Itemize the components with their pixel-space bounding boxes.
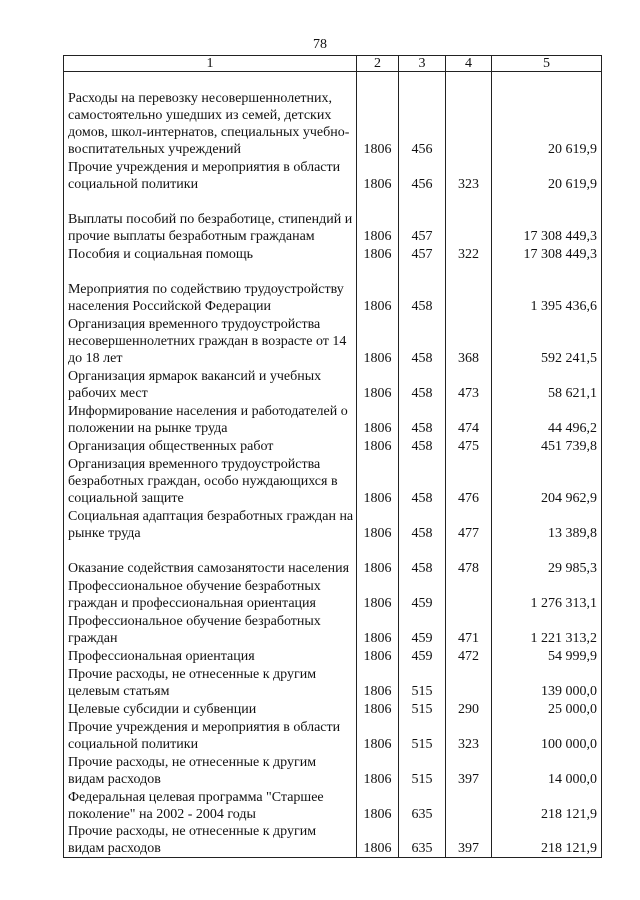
row-code-column-2: 1806 [357,158,399,193]
row-amount: 54 999,9 [492,647,602,665]
row-amount: 1 395 436,6 [492,263,602,315]
row-code-column-3: 458 [399,455,446,507]
row-code-column-3: 458 [399,263,446,315]
row-code-column-2: 1806 [357,245,399,263]
row-description: Пособия и социальная помощь [64,245,357,263]
table-row [64,193,602,245]
row-code-column-4: 323 [446,718,492,753]
table-row [64,315,602,367]
row-code-column-4: 368 [446,315,492,367]
row-code-column-4: 476 [446,455,492,507]
row-code-column-4: 397 [446,753,492,788]
row-amount: 592 241,5 [492,315,602,367]
row-description: Организация ярмарок вакансий и учебных рабочих мест [64,367,357,402]
row-code-column-2: 1806 [357,788,399,823]
row-code-column-2: 1806 [357,647,399,665]
row-code-column-2: 1806 [357,665,399,700]
row-amount: 25 000,0 [492,700,602,718]
table-row [64,455,602,507]
row-amount: 1 276 313,1 [492,577,602,612]
row-code-column-2: 1806 [357,402,399,437]
table-row [64,700,602,718]
table-row [64,718,602,753]
table-body [64,72,602,858]
row-description: Мероприятия по содействию трудоустройству населения Российской Федерации [64,263,357,315]
row-code-column-3: 515 [399,753,446,788]
row-code-column-3: 458 [399,507,446,542]
row-description: Прочие учреждения и мероприятия в области социальной политики [64,718,357,753]
row-code-column-4 [446,577,492,612]
row-code-column-2: 1806 [357,718,399,753]
row-code-column-4: 472 [446,647,492,665]
column-header-3: 3 [399,56,446,72]
row-amount: 20 619,9 [492,72,602,158]
row-description: Прочие расходы, не отнесенные к другим видам расходов [64,753,357,788]
row-code-column-4: 397 [446,823,492,858]
row-code-column-4: 322 [446,245,492,263]
row-description: Прочие расходы, не отнесенные к другим видам расходов [64,823,357,858]
row-code-column-2: 1806 [357,753,399,788]
row-amount: 1 221 313,2 [492,612,602,647]
table-row [64,788,602,823]
row-code-column-2: 1806 [357,823,399,858]
row-code-column-3: 515 [399,718,446,753]
row-amount: 29 985,3 [492,542,602,577]
row-code-column-3: 458 [399,542,446,577]
row-code-column-4: 473 [446,367,492,402]
row-code-column-3: 459 [399,612,446,647]
table-row [64,612,602,647]
row-amount: 44 496,2 [492,402,602,437]
row-amount: 13 389,8 [492,507,602,542]
row-code-column-3: 457 [399,193,446,245]
row-description: Профессиональное обучение безработных граждан [64,612,357,647]
row-code-column-4: 477 [446,507,492,542]
column-header-5: 5 [492,56,602,72]
page-number: 78 [313,37,327,52]
budget-table [63,55,602,858]
column-header-1: 1 [64,56,357,72]
row-code-column-2: 1806 [357,455,399,507]
row-amount: 218 121,9 [492,788,602,823]
row-code-column-2: 1806 [357,612,399,647]
row-amount: 20 619,9 [492,158,602,193]
table-row [64,367,602,402]
table-row [64,665,602,700]
table-row [64,158,602,193]
row-code-column-2: 1806 [357,263,399,315]
row-code-column-3: 459 [399,647,446,665]
row-amount: 17 308 449,3 [492,245,602,263]
row-description: Профессиональное обучение безработных граждан и профессиональная ориентация [64,577,357,612]
row-code-column-3: 458 [399,367,446,402]
row-description: Выплаты пособий по безработице, стипендий и прочие выплаты безработным гражданам [64,193,357,245]
row-description: Федеральная целевая программа "Старшее поколение" на 2002 - 2004 годы [64,788,357,823]
row-code-column-4 [446,263,492,315]
row-code-column-2: 1806 [357,542,399,577]
row-code-column-4 [446,72,492,158]
row-amount: 17 308 449,3 [492,193,602,245]
row-code-column-4: 323 [446,158,492,193]
row-code-column-3: 458 [399,402,446,437]
table-row [64,437,602,455]
table-row [64,577,602,612]
row-description: Информирование населения и работодателей о положении на рынке труда [64,402,357,437]
row-code-column-2: 1806 [357,193,399,245]
table-row [64,542,602,577]
table-header [64,56,602,72]
row-code-column-3: 635 [399,823,446,858]
table-row [64,647,602,665]
column-header-4: 4 [446,56,492,72]
row-amount: 139 000,0 [492,665,602,700]
row-code-column-3: 515 [399,700,446,718]
row-amount: 451 739,8 [492,437,602,455]
header-row [64,56,602,72]
row-description: Целевые субсидии и субвенции [64,700,357,718]
row-code-column-2: 1806 [357,367,399,402]
row-description: Прочие расходы, не отнесенные к другим целевым статьям [64,665,357,700]
row-amount: 14 000,0 [492,753,602,788]
row-code-column-4: 475 [446,437,492,455]
row-code-column-2: 1806 [357,700,399,718]
row-code-column-2: 1806 [357,437,399,455]
row-code-column-3: 458 [399,315,446,367]
table-row [64,507,602,542]
row-description: Оказание содействия самозанятости населения [64,542,357,577]
row-description: Организация временного трудоустройства несовершеннолетних граждан в возрасте от 14 до 18 лет [64,315,357,367]
row-code-column-4 [446,788,492,823]
row-code-column-4 [446,665,492,700]
row-code-column-3: 459 [399,577,446,612]
row-code-column-4: 471 [446,612,492,647]
row-amount: 204 962,9 [492,455,602,507]
row-code-column-4: 474 [446,402,492,437]
row-amount: 218 121,9 [492,823,602,858]
row-description: Прочие учреждения и мероприятия в области социальной политики [64,158,357,193]
row-code-column-2: 1806 [357,507,399,542]
table-row [64,753,602,788]
row-amount: 100 000,0 [492,718,602,753]
row-description: Организация временного трудоустройства безработных граждан, особо нуждающихся в социальной защите [64,455,357,507]
table-row [64,823,602,858]
row-code-column-3: 457 [399,245,446,263]
row-amount: 58 621,1 [492,367,602,402]
row-code-column-2: 1806 [357,72,399,158]
table-row [64,245,602,263]
row-code-column-2: 1806 [357,577,399,612]
table-row [64,263,602,315]
table-row [64,72,602,158]
row-description: Профессиональная ориентация [64,647,357,665]
table-row [64,402,602,437]
row-description: Организация общественных работ [64,437,357,455]
row-code-column-4: 478 [446,542,492,577]
row-description: Расходы на перевозку несовершеннолетних, самостоятельно ушедших из семей, детских домов, школ-интернатов, специальных учебно-воспитательных учреждений [64,72,357,158]
row-code-column-3: 456 [399,158,446,193]
row-code-column-3: 515 [399,665,446,700]
row-code-column-4 [446,193,492,245]
row-code-column-3: 456 [399,72,446,158]
row-code-column-4: 290 [446,700,492,718]
row-code-column-3: 635 [399,788,446,823]
row-code-column-3: 458 [399,437,446,455]
row-code-column-2: 1806 [357,315,399,367]
row-description: Социальная адаптация безработных граждан на рынке труда [64,507,357,542]
column-header-2: 2 [357,56,399,72]
